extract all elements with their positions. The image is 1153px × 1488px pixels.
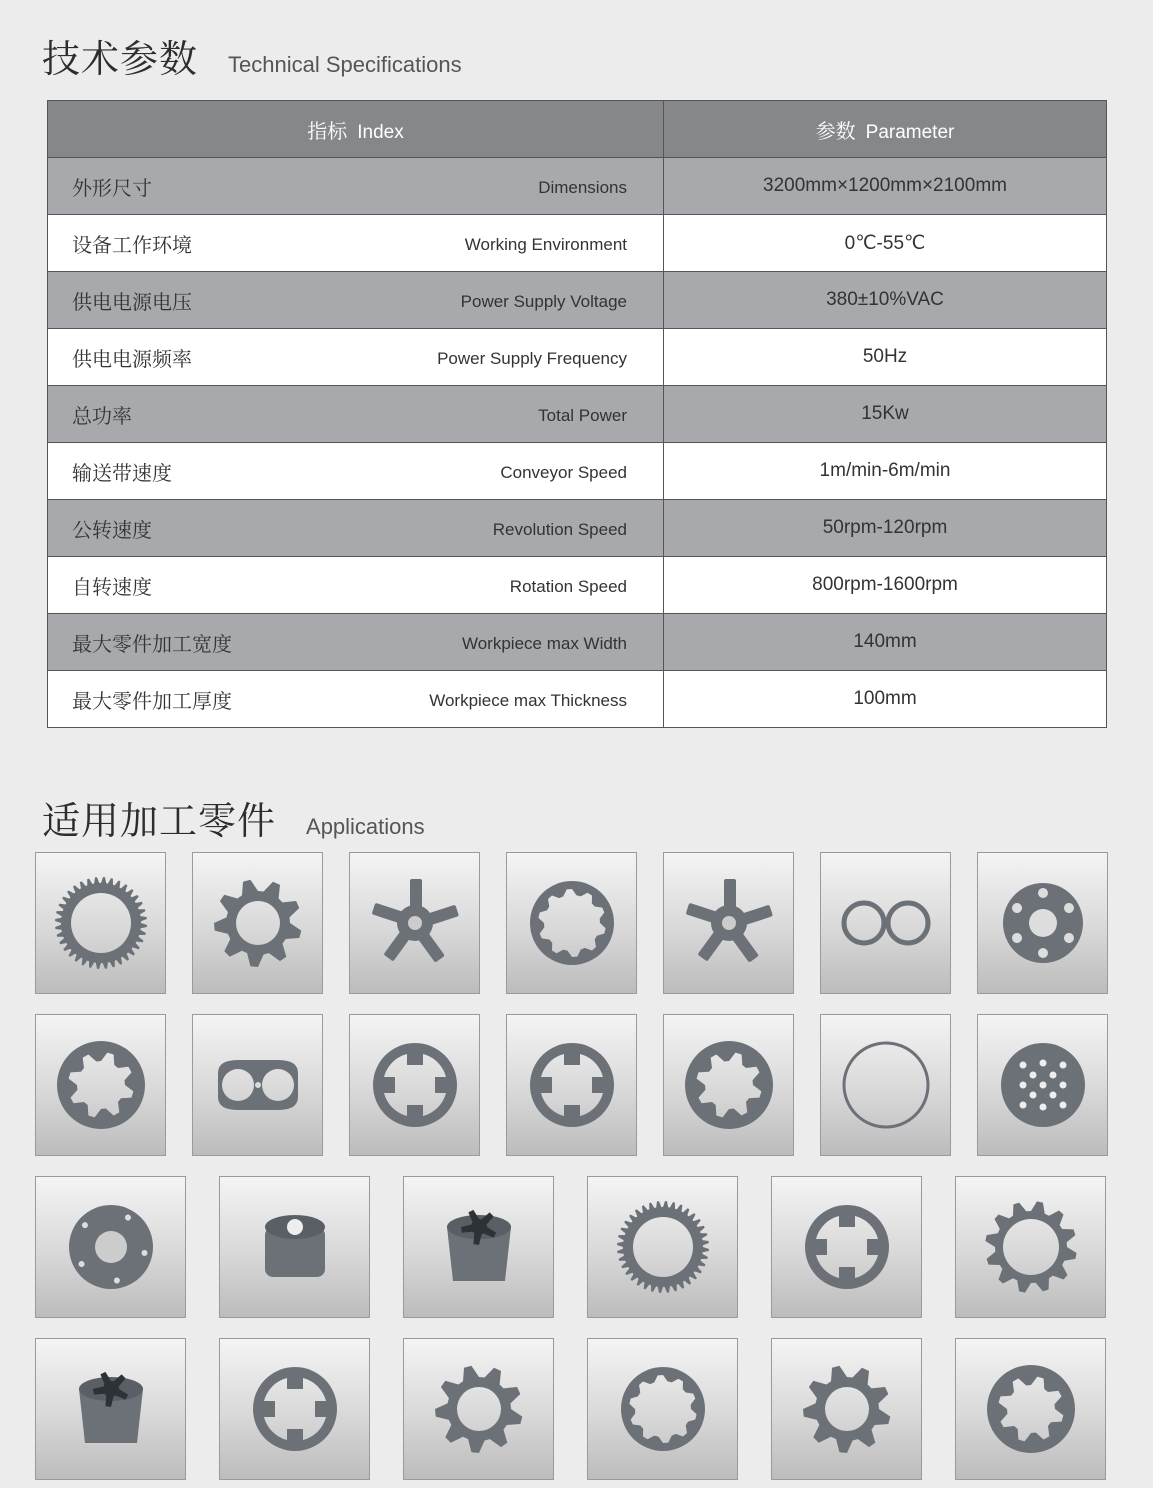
header-index (48, 101, 664, 158)
parts-row-4 (35, 1338, 1139, 1480)
table-row (48, 158, 1107, 215)
row-value: 50Hz (664, 329, 1107, 386)
row-value: 800rpm-1600rpm (664, 557, 1107, 614)
table-row (48, 557, 1107, 614)
spec-table-header (48, 101, 1107, 158)
row-label-en: Revolution Speed (492, 520, 627, 539)
part-photo-tile (35, 852, 166, 994)
vane-rotor-part (679, 873, 779, 973)
tech-spec-title (42, 28, 462, 83)
row-label-en: Dimensions (538, 178, 627, 197)
internal-gear-part (613, 1359, 713, 1459)
header-index-zh: 指标 (307, 118, 348, 143)
part-photo-tile (820, 852, 951, 994)
part-photo-tile (587, 1176, 738, 1318)
row-label-zh: 总功率 (72, 404, 132, 428)
part-photo-tile (587, 1338, 738, 1480)
header-parameter (664, 101, 1107, 158)
double-ring-part (836, 873, 936, 973)
part-photo-tile (35, 1014, 166, 1156)
part-photo-tile (192, 1014, 323, 1156)
row-label-zh: 供电电源频率 (72, 347, 192, 371)
applications-title-en: Applications (306, 814, 425, 839)
part-photo-tile (663, 1014, 794, 1156)
part-photo-tile (219, 1338, 370, 1480)
row-label-zh: 设备工作环境 (72, 233, 192, 257)
part-photo-tile (35, 1338, 186, 1480)
header-param-zh: 参数 (815, 118, 856, 143)
part-photo-tile (403, 1338, 554, 1480)
part-photo-tile (771, 1176, 922, 1318)
row-label-zh: 外形尺寸 (72, 176, 152, 200)
table-row (48, 614, 1107, 671)
part-photo-tile (771, 1338, 922, 1480)
part-photo-tile (349, 1014, 480, 1156)
clawed-ring-part (245, 1359, 345, 1459)
flanged-disc-part (61, 1197, 161, 1297)
part-photo-tile (219, 1176, 370, 1318)
row-value: 140mm (664, 614, 1107, 671)
row-label-zh: 公转速度 (72, 518, 152, 542)
figure-eight-plate-part (208, 1035, 308, 1135)
row-label-en: Rotation Speed (509, 577, 627, 596)
row-value: 1m/min-6m/min (664, 443, 1107, 500)
part-photo-tile (506, 1014, 637, 1156)
slotted-ring-part (365, 1035, 465, 1135)
toothed-ring-part (51, 873, 151, 973)
spec-table (47, 100, 1107, 728)
part-photo-tile (977, 852, 1108, 994)
row-value: 100mm (664, 671, 1107, 728)
applications-title (42, 790, 425, 845)
star-cup-part (429, 1197, 529, 1297)
sprocket-part (613, 1197, 713, 1297)
table-row (48, 386, 1107, 443)
lobed-ring-part (981, 1359, 1081, 1459)
part-photo-tile (506, 852, 637, 994)
row-value: 15Kw (664, 386, 1107, 443)
part-photo-tile (192, 852, 323, 994)
star-gear-part (208, 873, 308, 973)
part-photo-tile (403, 1176, 554, 1318)
row-label-en: Workpiece max Thickness (429, 691, 627, 710)
parts-row-3 (35, 1176, 1139, 1318)
external-gear-part (981, 1197, 1081, 1297)
part-photo-tile (35, 1176, 186, 1318)
part-photo-tile (955, 1338, 1106, 1480)
row-label-zh: 最大零件加工宽度 (72, 632, 232, 656)
row-label-en: Working Environment (464, 235, 627, 254)
clawed-ring-part (797, 1197, 897, 1297)
table-row (48, 329, 1107, 386)
row-label-en: Power Supply Frequency (437, 349, 627, 368)
lobed-ring-part (51, 1035, 151, 1135)
header-param-en: Parameter (865, 121, 955, 143)
spoked-rotor-part (365, 873, 465, 973)
row-label-zh: 输送带速度 (72, 461, 172, 485)
row-label-en: Workpiece max Width (461, 634, 627, 653)
row-label-zh: 最大零件加工厚度 (72, 689, 232, 713)
table-row (48, 671, 1107, 728)
parts-row-2 (35, 1014, 1134, 1156)
row-label-en: Total Power (538, 406, 627, 425)
table-row (48, 215, 1107, 272)
part-photo-tile (955, 1176, 1106, 1318)
table-row (48, 443, 1107, 500)
part-photo-tile (977, 1014, 1108, 1156)
bushing-part (245, 1197, 345, 1297)
tech-spec-title-zh: 技术参数 (42, 37, 199, 81)
applications-title-zh: 适用加工零件 (42, 799, 277, 843)
part-photo-tile (349, 852, 480, 994)
row-value: 50rpm-120rpm (664, 500, 1107, 557)
row-value: 3200mm×1200mm×2100mm (664, 158, 1107, 215)
thin-ring-part (836, 1035, 936, 1135)
row-label-zh: 供电电源电压 (72, 290, 192, 314)
row-label-en: Power Supply Voltage (460, 292, 627, 311)
header-index-en: Index (357, 121, 404, 143)
perforated-disc-part (993, 1035, 1093, 1135)
row-value: 380±10%VAC (664, 272, 1107, 329)
star-cup-part (61, 1359, 161, 1459)
tech-spec-title-en: Technical Specifications (228, 52, 462, 77)
row-value: 0℃-55℃ (664, 215, 1107, 272)
internal-gear-part (522, 873, 622, 973)
table-row (48, 272, 1107, 329)
hub-disc-part (993, 873, 1093, 973)
star-gear-part (797, 1359, 897, 1459)
lobed-ring-part (679, 1035, 779, 1135)
row-label-zh: 自转速度 (72, 575, 152, 599)
row-label-en: Conveyor Speed (500, 463, 627, 482)
star-gear-part (429, 1359, 529, 1459)
slotted-ring-part (522, 1035, 622, 1135)
part-photo-tile (820, 1014, 951, 1156)
part-photo-tile (663, 852, 794, 994)
parts-row-1 (35, 852, 1134, 994)
table-row (48, 500, 1107, 557)
